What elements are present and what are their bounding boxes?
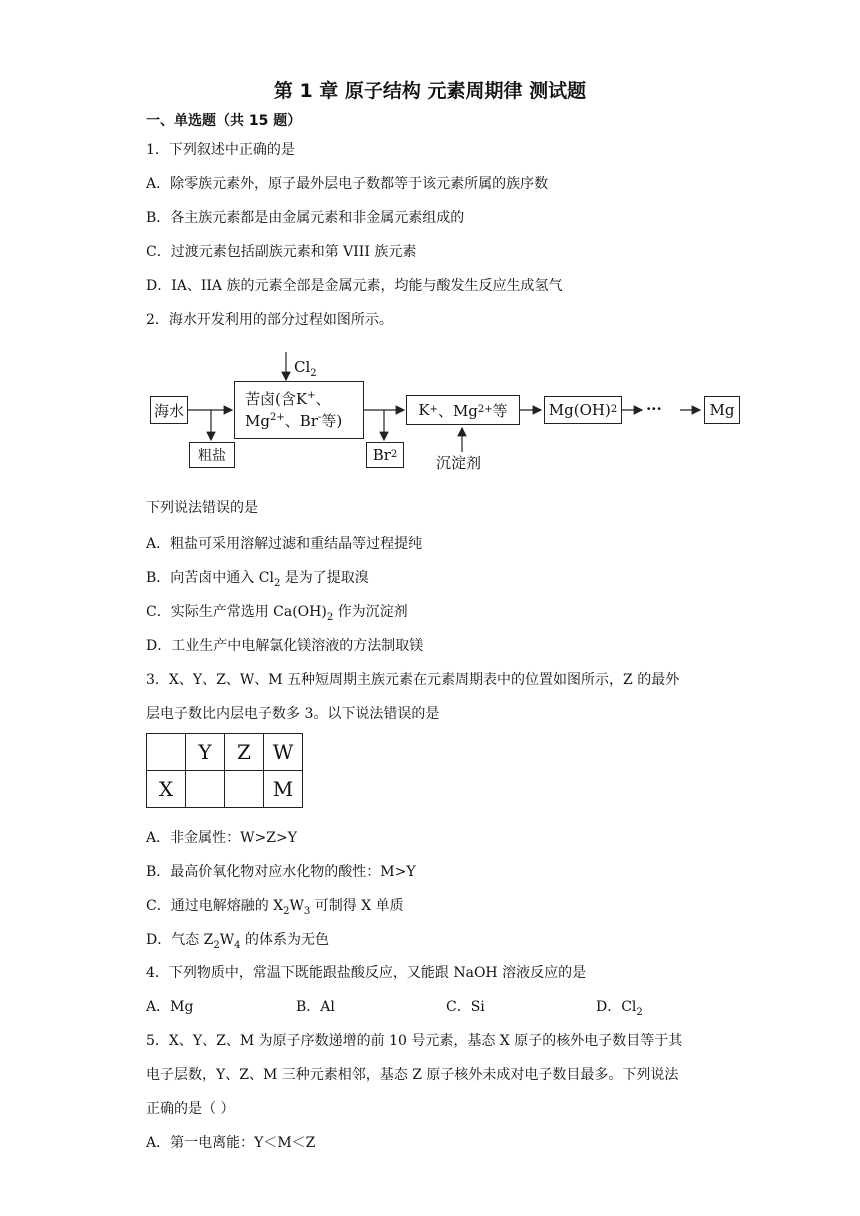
q4-option-d: D．$Cl_2$ [596,999,643,1018]
q5-option-a: A．第一电离能：Y＜M＜Z [146,1135,316,1151]
q2-option-d: D．工业生产中电解氯化镁溶液的方法制取镁 [146,638,424,654]
crude-salt-box: 粗盐 [189,442,235,468]
bittern-line-1: 苦卤(含K+、 [245,390,331,408]
q3-stem-line-1: 3．X、Y、Z、W、M 五种短周期主族元素在元素周期表中的位置如图所示，Z 的最外 [146,672,680,688]
table-cell [225,771,264,808]
q1-option-d: D．IA、IIA 族的元素全部是金属元素，均能与酸发生反应生成氢气 [146,278,563,294]
bittern-line-2: $Mg^{2+}$、Br-等) [245,412,343,430]
table-cell [186,771,225,808]
br2-box: Br 2 [366,442,404,468]
mg-box: Mg [704,396,740,424]
table-row [147,734,303,771]
q3-option-d: D．气态 $Z_2W_4$ 的体系为无色 [146,932,329,951]
q4-option-b: B．Al [296,999,335,1015]
table-cell: M [264,771,303,808]
table-row [147,771,303,808]
q3-option-b: B．最高价氧化物对应水化物的酸性：M>Y [146,864,416,880]
bittern-box [234,381,364,439]
q2-stem: 2．海水开发利用的部分过程如图所示。 [146,312,393,328]
page-title: 第 1 章 原子结构 元素周期律 测试题 [273,80,587,102]
mgoh2-box: Mg(OH) 2 [544,396,622,424]
q4-stem: 4．下列物质中，常温下既能跟盐酸反应，又能跟 NaOH 溶液反应的是 [146,965,587,981]
q5-stem-line-3: 正确的是（ ） [146,1101,235,1117]
seawater-process-diagram [146,348,746,478]
precipitant-label: 沉淀剂 [436,454,482,472]
q2-option-b: B．向苦卤中通入 $Cl_2$ 是为了提取溴 [146,570,369,589]
table-cell: Z [225,734,264,771]
q2-option-c: C．实际生产常选用 $Ca(OH)_2$ 作为沉淀剂 [146,604,408,623]
q1-option-c: C．过渡元素包括副族元素和第 VIII 族元素 [146,244,417,260]
q5-stem-line-1: 5．X、Y、Z、M 为原子序数递增的前 10 号元素，基态 X 原子的核外电子数目等于其 [146,1033,683,1049]
q3-option-c: C．通过电解熔融的 $X_2W_3$ 可制得 X 单质 [146,898,404,917]
seawater-box: 海水 [150,396,188,424]
q1-option-a: A．除零族元素外，原子最外层电子数都等于该元素所属的族序数 [146,176,549,192]
table-cell [147,734,186,771]
table-cell: X [147,771,186,808]
q2-option-a: A．粗盐可采用溶解过滤和重结晶等过程提纯 [146,536,423,552]
cl2-label: $Cl_2$ [294,358,317,379]
table-cell: Y [186,734,225,771]
q5-stem-line-2: 电子层数，Y、Z、M 三种元素相邻，基态 Z 原子核外未成对电子数目最多。下列说法 [146,1067,679,1083]
section-heading: 一、单选题（共 15 题） [146,113,302,129]
ions-box: K + 、Mg 2+ 等 [406,395,520,425]
q1-option-b: B．各主族元素都是由金属元素和非金属元素组成的 [146,210,465,226]
q4-option-c: C．Si [446,999,485,1015]
q2-prompt: 下列说法错误的是 [146,500,258,516]
table-cell: W [264,734,303,771]
q3-option-a: A．非金属性：W>Z>Y [146,830,297,846]
periodic-table-fragment [146,733,303,808]
ellipsis-label: ··· [646,400,662,418]
q3-stem-line-2: 层电子数比内层电子数多 3。以下说法错误的是 [146,706,440,722]
q1-stem: 1．下列叙述中正确的是 [146,142,295,158]
q4-option-a: A．Mg [146,999,194,1015]
